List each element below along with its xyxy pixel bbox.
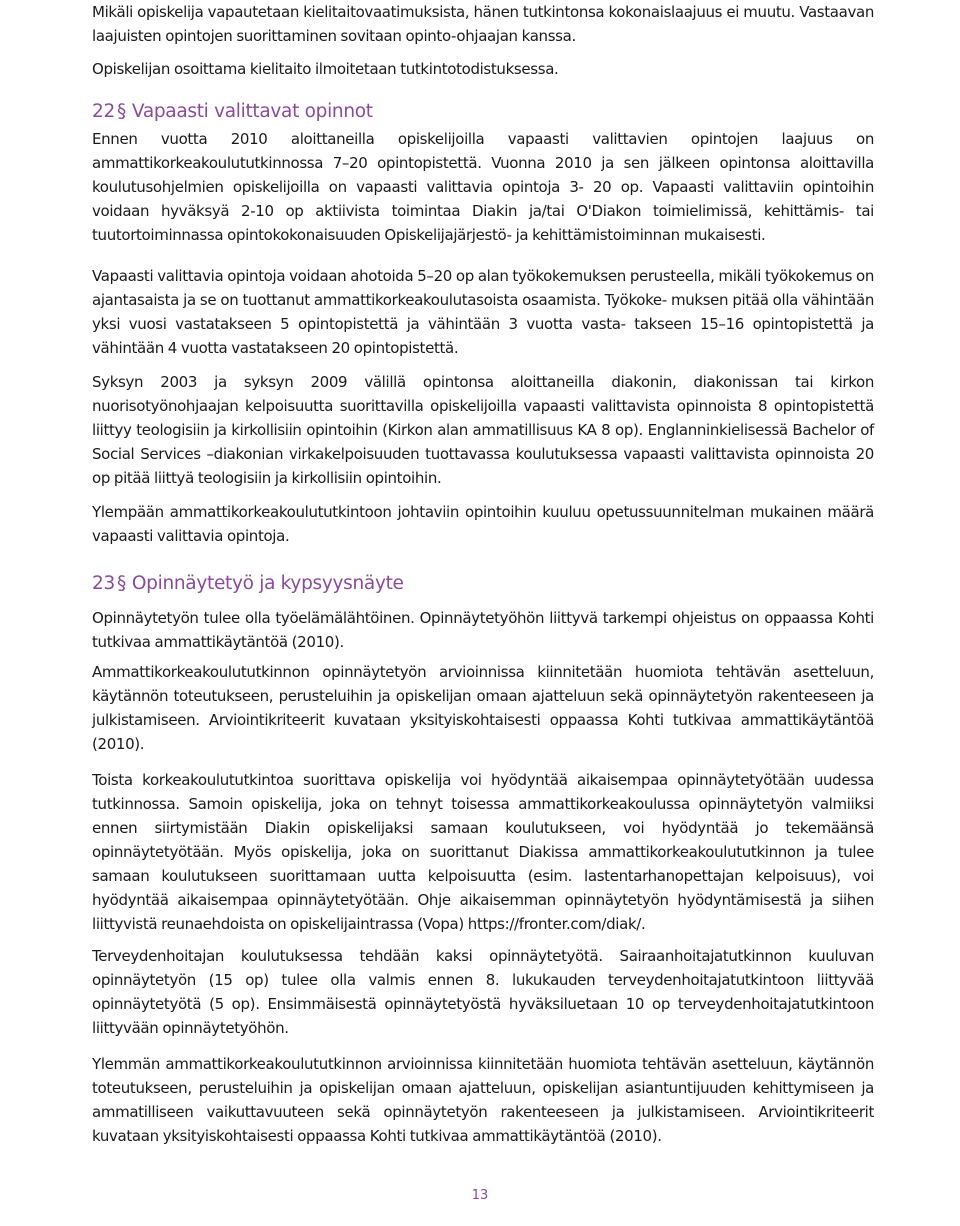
section-22-heading [92, 100, 373, 124]
section-symbol-icon: § [116, 101, 126, 122]
section-23-paragraph-4: Terveydenhoitajan koulutuksessa tehdään kaksi opinnäytetyötä. Sairaanhoitajatutkinnon kuuluvan opinnäytetyön (15 op) tulee olla valmis ennen 8. lukukauden terveydenhoitajatutkintoon liittyvää opinnäytetyötä (5 op). Ensimmäisestä opinnäytetyöstä hyväksiluetaan 10 op terveydenhoitajatutkintoon liittyvään opinnäytetyöhön. [92, 947, 874, 1037]
section-23-heading [92, 572, 404, 596]
section-22-number: 22 [92, 101, 115, 122]
section-22-paragraph-1: Ennen vuotta 2010 aloittaneilla opiskelijoilla vapaasti valittavien opintojen laajuus on ammattikorkeakoulututkinnossa 7–20 opintopistettä. Vuonna 2010 ja sen jälkeen opintonsa aloittavilla koulutusohjelmien opiskelijoilla on vapaasti valittavia opintoja 3- 20 op. Vapaasti valittaviin opintoihin voidaan hyväksyä 2-10 op aktiivista toimintaa Diakin ja/tai O'Diakon toimielimissä, kehittämis- tai tuutortoiminnassa opintokokonaisuuden Opiskelijajärjestö- ja kehittämistoiminnan mukaisesti. [92, 130, 874, 244]
section-22-paragraph-2: Vapaasti valittavia opintoja voidaan ahotoida 5–20 op alan työkokemuksen perusteella, mikäli työkokemus on ajantasaista ja se on tuottanut ammattikorkeakoulutasoista osaamista. Työkoke- muksen pitää olla vähintään yksi vuosi vastatakseen 5 opintopistettä ja vähintään 3 vuotta vasta- takseen 15–16 opintopistettä ja vähintään 4 vuotta vastatakseen 20 opintopistettä. [92, 267, 874, 357]
intro-paragraph-1: Mikäli opiskelija vapautetaan kielitaitovaatimuksista, hänen tutkintonsa kokonaislaajuus ei muutu. Vastaavan laajuisten opintojen suorittaminen sovitaan opinto-ohjaajan kanssa. [92, 3, 874, 45]
section-23-paragraph-5: Ylemmän ammattikorkeakoulututkinnon arvioinnissa kiinnitetään huomiota tehtävän asetteluun, käytännön toteutukseen, perusteluihin ja opiskelijan omaan ajatteluun, opiskelijan asiantuntijuuden kehittymiseen ja ammatilliseen vaikuttavuuteen sekä opinnäytetyön rakenteeseen ja julkistamiseen. Arviointikriteerit kuvataan yksityiskohtaisesti oppaassa Kohti tutkivaa ammattikäytäntöä (2010). [92, 1055, 874, 1145]
section-23-number: 23 [92, 573, 115, 594]
section-22-title: Vapaasti valittavat opinnot [131, 101, 373, 122]
section-22-paragraph-3: Syksyn 2003 ja syksyn 2009 välillä opintonsa aloittaneilla diakonin, diakonissan tai kirkon nuorisotyönohjaajan kelpoisuutta suorittavilla opiskelijoilla vapaasti valittavista opinnoista 8 opintopistettä liittyy teologisiin ja kirkollisiin opintoihin (Kirkon alan ammatillisuus KA 8 op). Englanninkielisessä Bachelor of Social Services –diakonian virkakelpoisuuden tuottavassa koulutuksessa vapaasti valittavista opinnoista 20 op pitää liittyä teologisiin ja kirkollisiin opintoihin. [92, 373, 874, 487]
intro-paragraph-2: Opiskelijan osoittama kielitaito ilmoitetaan tutkintotodistuksessa. [92, 60, 559, 78]
section-23-paragraph-3: Toista korkeakoulututkintoa suorittava opiskelija voi hyödyntää aikaisempaa opinnäytetyötään uudessa tutkinnossa. Samoin opiskelija, joka on tehnyt toisessa ammattikorkeakoulussa opinnäytetyön valmiiksi ennen siirtymistään Diakin opiskelijaksi samaan koulutukseen, voi hyödyntää jo tekemäänsä opinnäytetyötään. Myös opiskelija, joka on suorittanut Diakissa ammattikorkeakoulututkinnon ja tulee samaan koulutukseen suorittamaan uutta kelpoisuutta (esim. lastentarhanopettajan kelpoisuus), voi hyödyntää aikaisempaa opinnäytetyötään. Ohje aikaisemman opinnäytetyön hyödyntämisestä ja siihen liittyvistä reunaehdoista on opiskelijaintrassa (Vopa) https://fronter.com/diak/. [92, 771, 874, 933]
section-symbol-icon: § [116, 573, 126, 594]
section-22-paragraph-4: Ylempään ammattikorkeakoulututkintoon johtaviin opintoihin kuuluu opetussuunnitelman mukainen määrä vapaasti valittavia opintoja. [92, 503, 874, 545]
section-23-paragraph-1: Opinnäytetyön tulee olla työelämälähtöinen. Opinnäytetyöhön liittyvä tarkempi ohjeistus on oppaassa Kohti tutkivaa ammattikäytäntöä (2010). [92, 609, 874, 651]
page-number: 13 [471, 1188, 489, 1203]
section-23-title: Opinnäytetyö ja kypsyysnäyte [131, 573, 404, 594]
section-23-paragraph-2: Ammattikorkeakoulututkinnon opinnäytetyön arvioinnissa kiinnitetään huomiota tehtävän asetteluun, käytännön toteutukseen, perusteluihin ja opiskelijan omaan ajatteluun sekä opinnäytetyön rakenteeseen ja julkistamiseen. Arviointikriteerit kuvataan yksityiskohtaisesti oppaassa Kohti tutkivaa ammattikäytäntöä (2010). [92, 663, 874, 753]
